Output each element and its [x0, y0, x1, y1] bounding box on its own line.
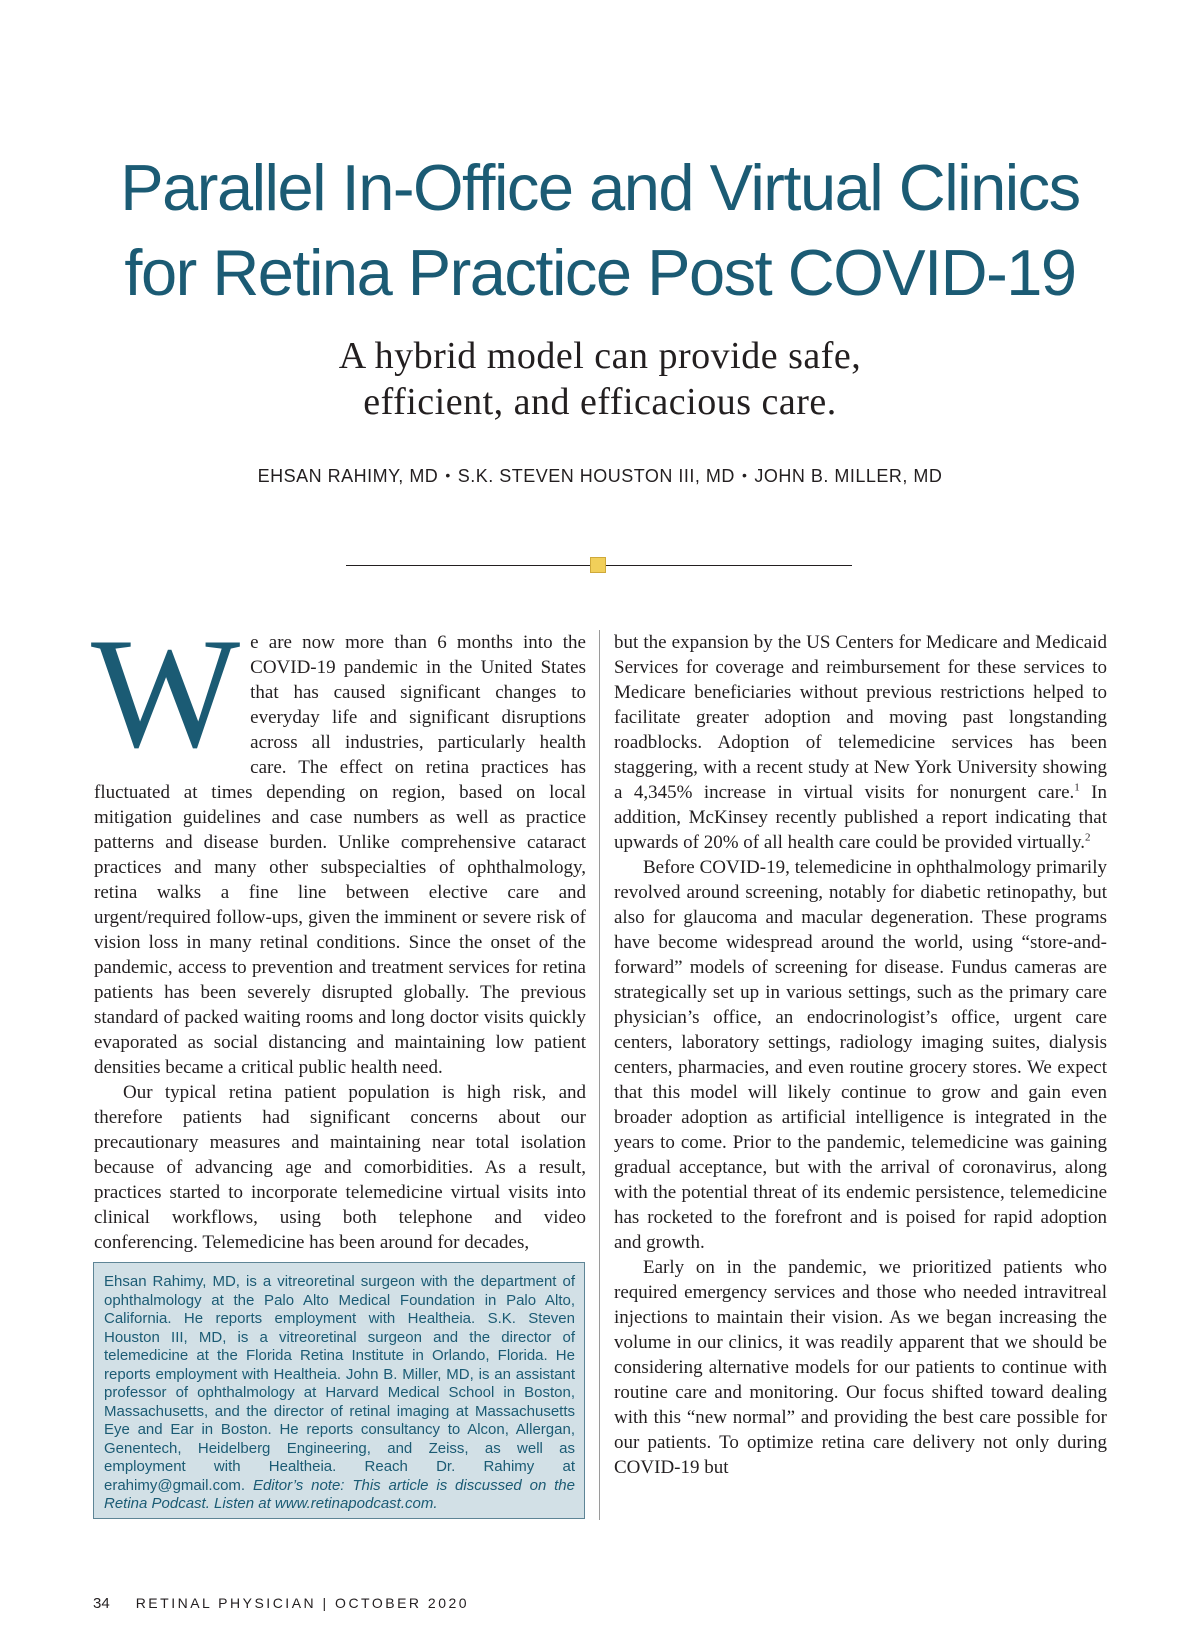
author-name: S.K. STEVEN HOUSTON III, MD [457, 466, 735, 486]
reference-marker: 1 [1074, 781, 1080, 794]
article-column-right [614, 630, 1107, 1480]
article-subtitle [0, 333, 1200, 425]
paragraph-text: In addition, McKinsey recently published a report indicating that upwards of 20% of all health care could be provided virtually. [614, 782, 1107, 853]
divider-square-ornament [590, 557, 606, 573]
subtitle-line-1: A hybrid model can provide safe, [338, 335, 862, 377]
page-footer [93, 1595, 469, 1612]
publication-line: RETINAL PHYSICIAN | OCTOBER 2020 [135, 1595, 470, 1611]
body-paragraph: Our typical retina patient population is high risk, and therefore patients had significant concerns about our precautionary measures and maintaining near total isolation because of advancing age and comorbidities. As a result, practices started to incorporate telemedicine virtual visits into clinical workflows, using both telephone and video conferencing. Telemedicine has been around for decades, [94, 1082, 586, 1253]
body-paragraph [614, 630, 1107, 855]
article-column-left [91, 606, 586, 1255]
editor-note: Editor’s note: This article is discussed on the Retina Podcast. Listen at www.retinapodcast.com. [104, 1476, 575, 1512]
author-name: JOHN B. MILLER, MD [754, 466, 943, 486]
author-bio-box [93, 1262, 585, 1519]
article-title [40, 145, 1160, 315]
subtitle-line-2: efficient, and efficacious care. [363, 381, 837, 423]
column-rule [599, 630, 600, 1520]
page-number: 34 [93, 1595, 110, 1612]
title-line-2: for Retina Practice Post COVID-19 [124, 236, 1076, 309]
body-paragraph: Early on in the pandemic, we prioritized patients who required emergency services and those who needed intravitreal injections to maintain their vision. As we began increasing the volume in our clinics, it was readily apparent that we should be considering alternative models for our patients to continue with routine care and monitoring. Our focus shifted toward dealing with this “new normal” and providing the best care possible for our patients. To optimize retina care delivery not only during COVID-19 but [614, 1257, 1107, 1478]
drop-cap: W [91, 606, 241, 781]
author-separator: • [741, 467, 748, 483]
body-paragraph [91, 606, 586, 1080]
paragraph-text: e are now more than 6 months into the COVID-19 pandemic in the United States that has caused significant changes to everyday life and significant disruptions across all industries, particularly health care. The effect on retina practices has fluctuated at times depending on region, based on local mitigation guidelines and case numbers as well as practice patterns and disease burden. Unlike comprehensive cataract practices and many other subspecialties of ophthalmology, retina walks a fine line between elective care and urgent/required follow-ups, given the imminent or severe risk of vision loss in many retinal conditions. Since the onset of the pandemic, access to prevention and treatment services for retina patients has been severely disrupted globally. The previous standard of packed waiting rooms and long doctor visits quickly evaporated as social distancing and maintaining low patient densities became a critical public health need. [94, 632, 586, 1078]
paragraph-text: but the expansion by the US Centers for Medicare and Medicaid Services for coverage and reimbursement for these services to Medicare beneficiaries without previous restrictions helped to facilitate greater adoption and moving past longstanding roadblocks. Adoption of telemedicine services has been staggering, with a recent study at New York University showing a 4,345% increase in virtual visits for nonurgent care. [614, 632, 1107, 803]
title-line-1: Parallel In-Office and Virtual Clinics [120, 151, 1080, 224]
bio-text: Ehsan Rahimy, MD, is a vitreoretinal surgeon with the department of ophthalmology at the Palo Alto Medical Foundation in Palo Alto, California. He reports employment with Healtheia. S.K. Steven Houston III, MD, is a vitreoretinal surgeon and the director of telemedicine at the Florida Retina Institute in Orlando, Florida. He reports employment with Healtheia. John B. Miller, MD, is an assistant professor of ophthalmology at Harvard Medical School in Boston, Massachusetts, and the director of retinal imaging at Massachusetts Eye and Ear in Boston. He reports consultancy to Alcon, Allergan, Genentech, Heidelberg Engineering, and Zeiss, as well as employment with Healtheia. Reach Dr. Rahimy at erahimy@gmail.com. [104, 1273, 575, 1494]
author-separator: • [445, 467, 451, 483]
body-paragraph: Before COVID-19, telemedicine in ophthalmology primarily revolved around screening, notably for diabetic retinopathy, but also for glaucoma and macular degeneration. These programs have become widespread around the world, using “store-and-forward” models of screening for disease. Fundus cameras are strategically set up in various settings, such as the primary care physician’s office, an endocrinologist’s office, urgent care centers, laboratory settings, radiology imaging suites, dialysis centers, pharmacies, and even routine grocery stores. We expect that this model will likely continue to grow and gain even broader adoption as artificial intelligence is integrated in the years to come. Prior to the pandemic, telemedicine was gaining gradual acceptance, but with the arrival of coronavirus, along with the potential threat of its endemic persistence, telemedicine has rocketed to the forefront and is poised for rapid adoption and growth. [614, 857, 1107, 1253]
author-name: EHSAN RAHIMY, MD [257, 466, 439, 486]
reference-marker: 2 [1084, 831, 1091, 844]
author-byline [0, 466, 1200, 487]
